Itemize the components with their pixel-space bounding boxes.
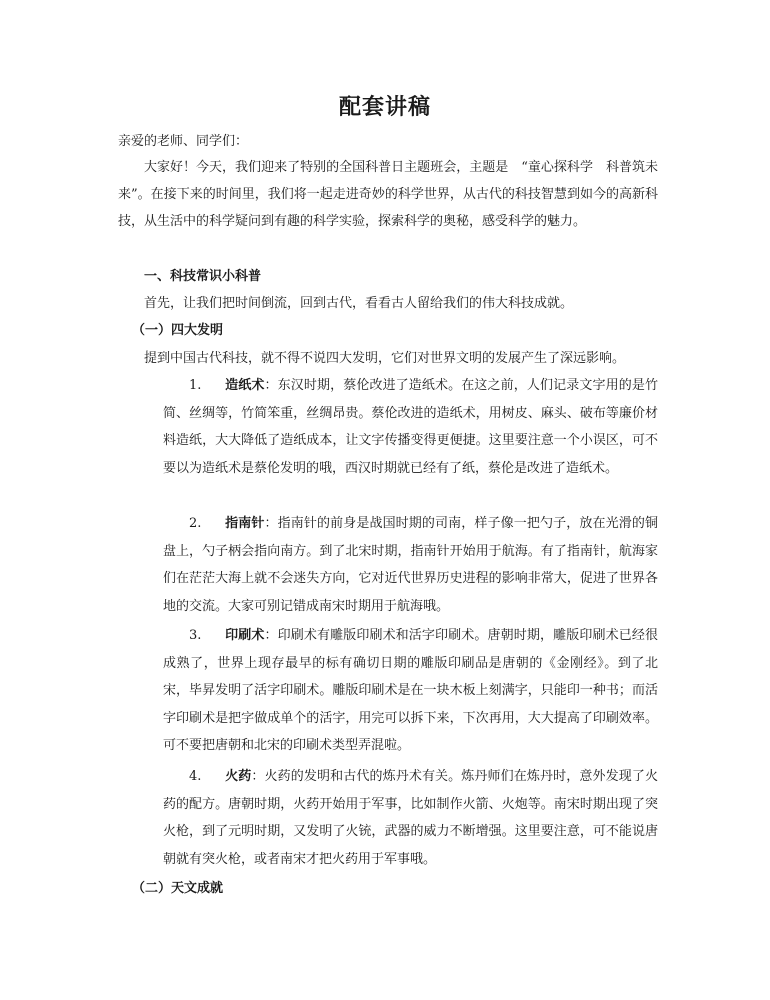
item-text: ：印刷术有雕版印刷术和活字印刷术。唐朝时期，雕版印刷术已经很成熟了，世界上现存最早的标有确切日期的雕版印刷品是唐朝的《金刚经》。到了北宋，毕昇发明了活字印刷术。雕版印刷术是在一块木板上刻满字，只能印一种书；而活字印刷术是把字做成单个的活字，用完可以拆下来，下次再用，大大提高了印刷效率。可不要把唐朝和北宋的印刷术类型弄混啦。 [163, 628, 658, 753]
list-item [163, 763, 658, 873]
item-term: 印刷术 [225, 628, 265, 643]
list-item [163, 372, 658, 482]
sub1-heading: （一）四大发明 [132, 323, 224, 338]
item-number: 4. [189, 769, 202, 784]
item-text: ：指南针的前身是战国时期的司南，样子像一把勺子，放在光滑的铜盘上，勺子柄会指向南方。到了北宋时期，指南针开始用于航海。有了指南针，航海家们在茫茫大海上就不会迷失方向，它对近代世界历史进程的影响非常大，促进了世界各地的交流。大家可别记错成南宋时期用于航海哦。 [163, 516, 658, 614]
page-title: 配套讲稿 [338, 94, 431, 120]
item-term: 火药 [225, 769, 252, 784]
list-item [163, 510, 658, 620]
greeting: 亲爱的老师、同学们： [118, 134, 249, 149]
section1-heading: 一、科技常识小科普 [144, 269, 262, 284]
sub2-heading: （二）天文成就 [132, 881, 224, 896]
item-text: ：东汉时期，蔡伦改进了造纸术。在这之前，人们记录文字用的是竹简、丝绸等，竹简笨重，丝绸昂贵。蔡伦改进的造纸术，用树皮、麻头、破布等廉价材料造纸，大大降低了造纸成本，让文字传播变得更便捷。这里要注意一个小误区，可不要以为造纸术是蔡伦发明的哦，西汉时期就已经有了纸，蔡伦是改进了造纸术。 [163, 378, 658, 476]
list-item [163, 622, 658, 760]
item-number: 1. [189, 378, 202, 393]
section1-lead: 首先，让我们把时间倒流，回到古代，看看古人留给我们的伟大科技成就。 [144, 296, 574, 311]
item-number: 3. [189, 628, 202, 643]
item-term: 指南针 [225, 516, 265, 531]
intro-paragraph: 大家好！今天，我们迎来了特别的全国科普日主题班会，主题是 “童心探科学 科普筑未来”。在接下来的时间里，我们将一起走进奇妙的科学世界，从古代的科技智慧到如今的高新科技，从生活中的科学疑问到有趣的科学实验，探索科学的奥秘，感受科学的魅力。 [118, 160, 658, 229]
item-text: ：火药的发明和古代的炼丹术有关。炼丹师们在炼丹时，意外发现了火药的配方。唐朝时期，火药开始用于军事，比如制作火箭、火炮等。南宋时期出现了突火枪，到了元明时期，又发明了火铳，武器的威力不断增强。这里要注意，可不能说唐朝就有突火枪，或者南宋才把火药用于军事哦。 [163, 769, 658, 867]
item-term: 造纸术 [225, 378, 265, 393]
sub1-lead: 提到中国古代科技，就不得不说四大发明，它们对世界文明的发展产生了深远影响。 [144, 351, 626, 366]
item-number: 2. [189, 516, 202, 531]
